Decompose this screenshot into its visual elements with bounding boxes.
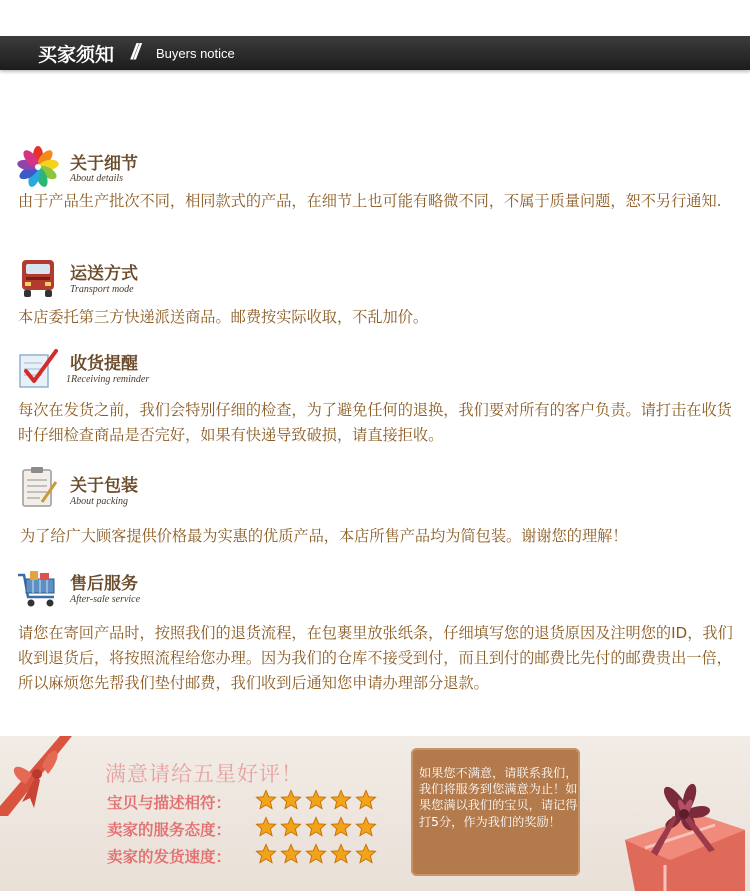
section-body: 本店委托第三方快递派送商品。邮费按实际收取，不乱加价。 xyxy=(18,308,429,326)
clipboard-icon xyxy=(16,466,60,510)
star-rating xyxy=(255,843,377,865)
star-icon xyxy=(255,789,277,811)
section-title: 售后服务 xyxy=(70,574,138,594)
star-icon xyxy=(355,789,377,811)
shopping-cart-icon xyxy=(16,567,60,611)
star-rating xyxy=(255,789,377,811)
section-title: 关于包装 xyxy=(70,476,138,496)
star-icon xyxy=(305,816,327,838)
star-icon xyxy=(280,789,302,811)
header-bar xyxy=(0,36,750,70)
gift-box-icon xyxy=(605,770,750,891)
rating-label: 卖家的服务态度： xyxy=(107,821,232,839)
header-title-en: Buyers notice xyxy=(156,46,235,61)
star-icon xyxy=(255,816,277,838)
section-body: 由于产品生产批次不同，相同款式的产品，在细节上也可能有略微不同，不属于质量问题，恕不另行通知. xyxy=(18,192,722,210)
star-icon xyxy=(280,816,302,838)
star-icon xyxy=(305,789,327,811)
rating-label: 宝贝与描述相符： xyxy=(107,794,232,812)
color-petals-icon xyxy=(16,145,60,189)
section-title: 运送方式 xyxy=(70,264,138,284)
section-subtitle: After-sale service xyxy=(70,594,141,605)
header-separator: // xyxy=(131,39,138,64)
section-subtitle: About packing xyxy=(70,496,129,507)
star-icon xyxy=(355,816,377,838)
section-title: 收货提醒 xyxy=(70,354,138,374)
section-body: 每次在发货之前，我们会特别仔细的检查，为了避免任何的退换，我们要对所有的客户负责。请打击在收货时仔细检查商品是否完好，如果有快递导致破损，请直接拒收。 xyxy=(18,401,732,444)
star-rating xyxy=(255,816,377,838)
star-icon xyxy=(330,843,352,865)
satisfaction-note-box xyxy=(411,748,580,876)
section-subtitle: Transport mode xyxy=(70,284,134,295)
star-icon xyxy=(305,843,327,865)
ribbon-bow-icon xyxy=(0,736,95,816)
star-icon xyxy=(355,843,377,865)
section-body: 请您在寄回产品时，按照我们的退货流程，在包裹里放张纸条，仔细填写您的退货原因及注明您的ID，我们收到退货后，将按照流程给您办理。因为我们的仓库不接受到付，而且到付的邮费比先付的邮费贵出一倍，所以麻烦您先帮我们垫付邮费，我们收到后通知您申请办理部分退款。 xyxy=(18,624,733,692)
truck-icon xyxy=(16,256,60,300)
rating-banner-title: 满意请给五星好评！ xyxy=(105,762,303,786)
star-icon xyxy=(255,843,277,865)
header-title-cn: 买家须知 xyxy=(38,44,115,66)
checkmark-icon xyxy=(16,347,60,391)
section-subtitle: About details xyxy=(70,173,124,184)
rating-label: 卖家的发货速度： xyxy=(107,848,232,866)
section-body: 为了给广大顾客提供价格最为实惠的优质产品，本店所售产品均为简包装。谢谢您的理解！ xyxy=(20,527,628,545)
section-subtitle: 1Receiving reminder xyxy=(66,374,150,385)
star-icon xyxy=(280,843,302,865)
star-icon xyxy=(330,789,352,811)
satisfaction-note-text: 如果您不满意，请联系我们，我们将服务到您满意为止！如果您满以我们的宝贝，请记得打5分，作为我们的奖励！ xyxy=(419,766,578,829)
section-title: 关于细节 xyxy=(70,154,138,174)
star-icon xyxy=(330,816,352,838)
